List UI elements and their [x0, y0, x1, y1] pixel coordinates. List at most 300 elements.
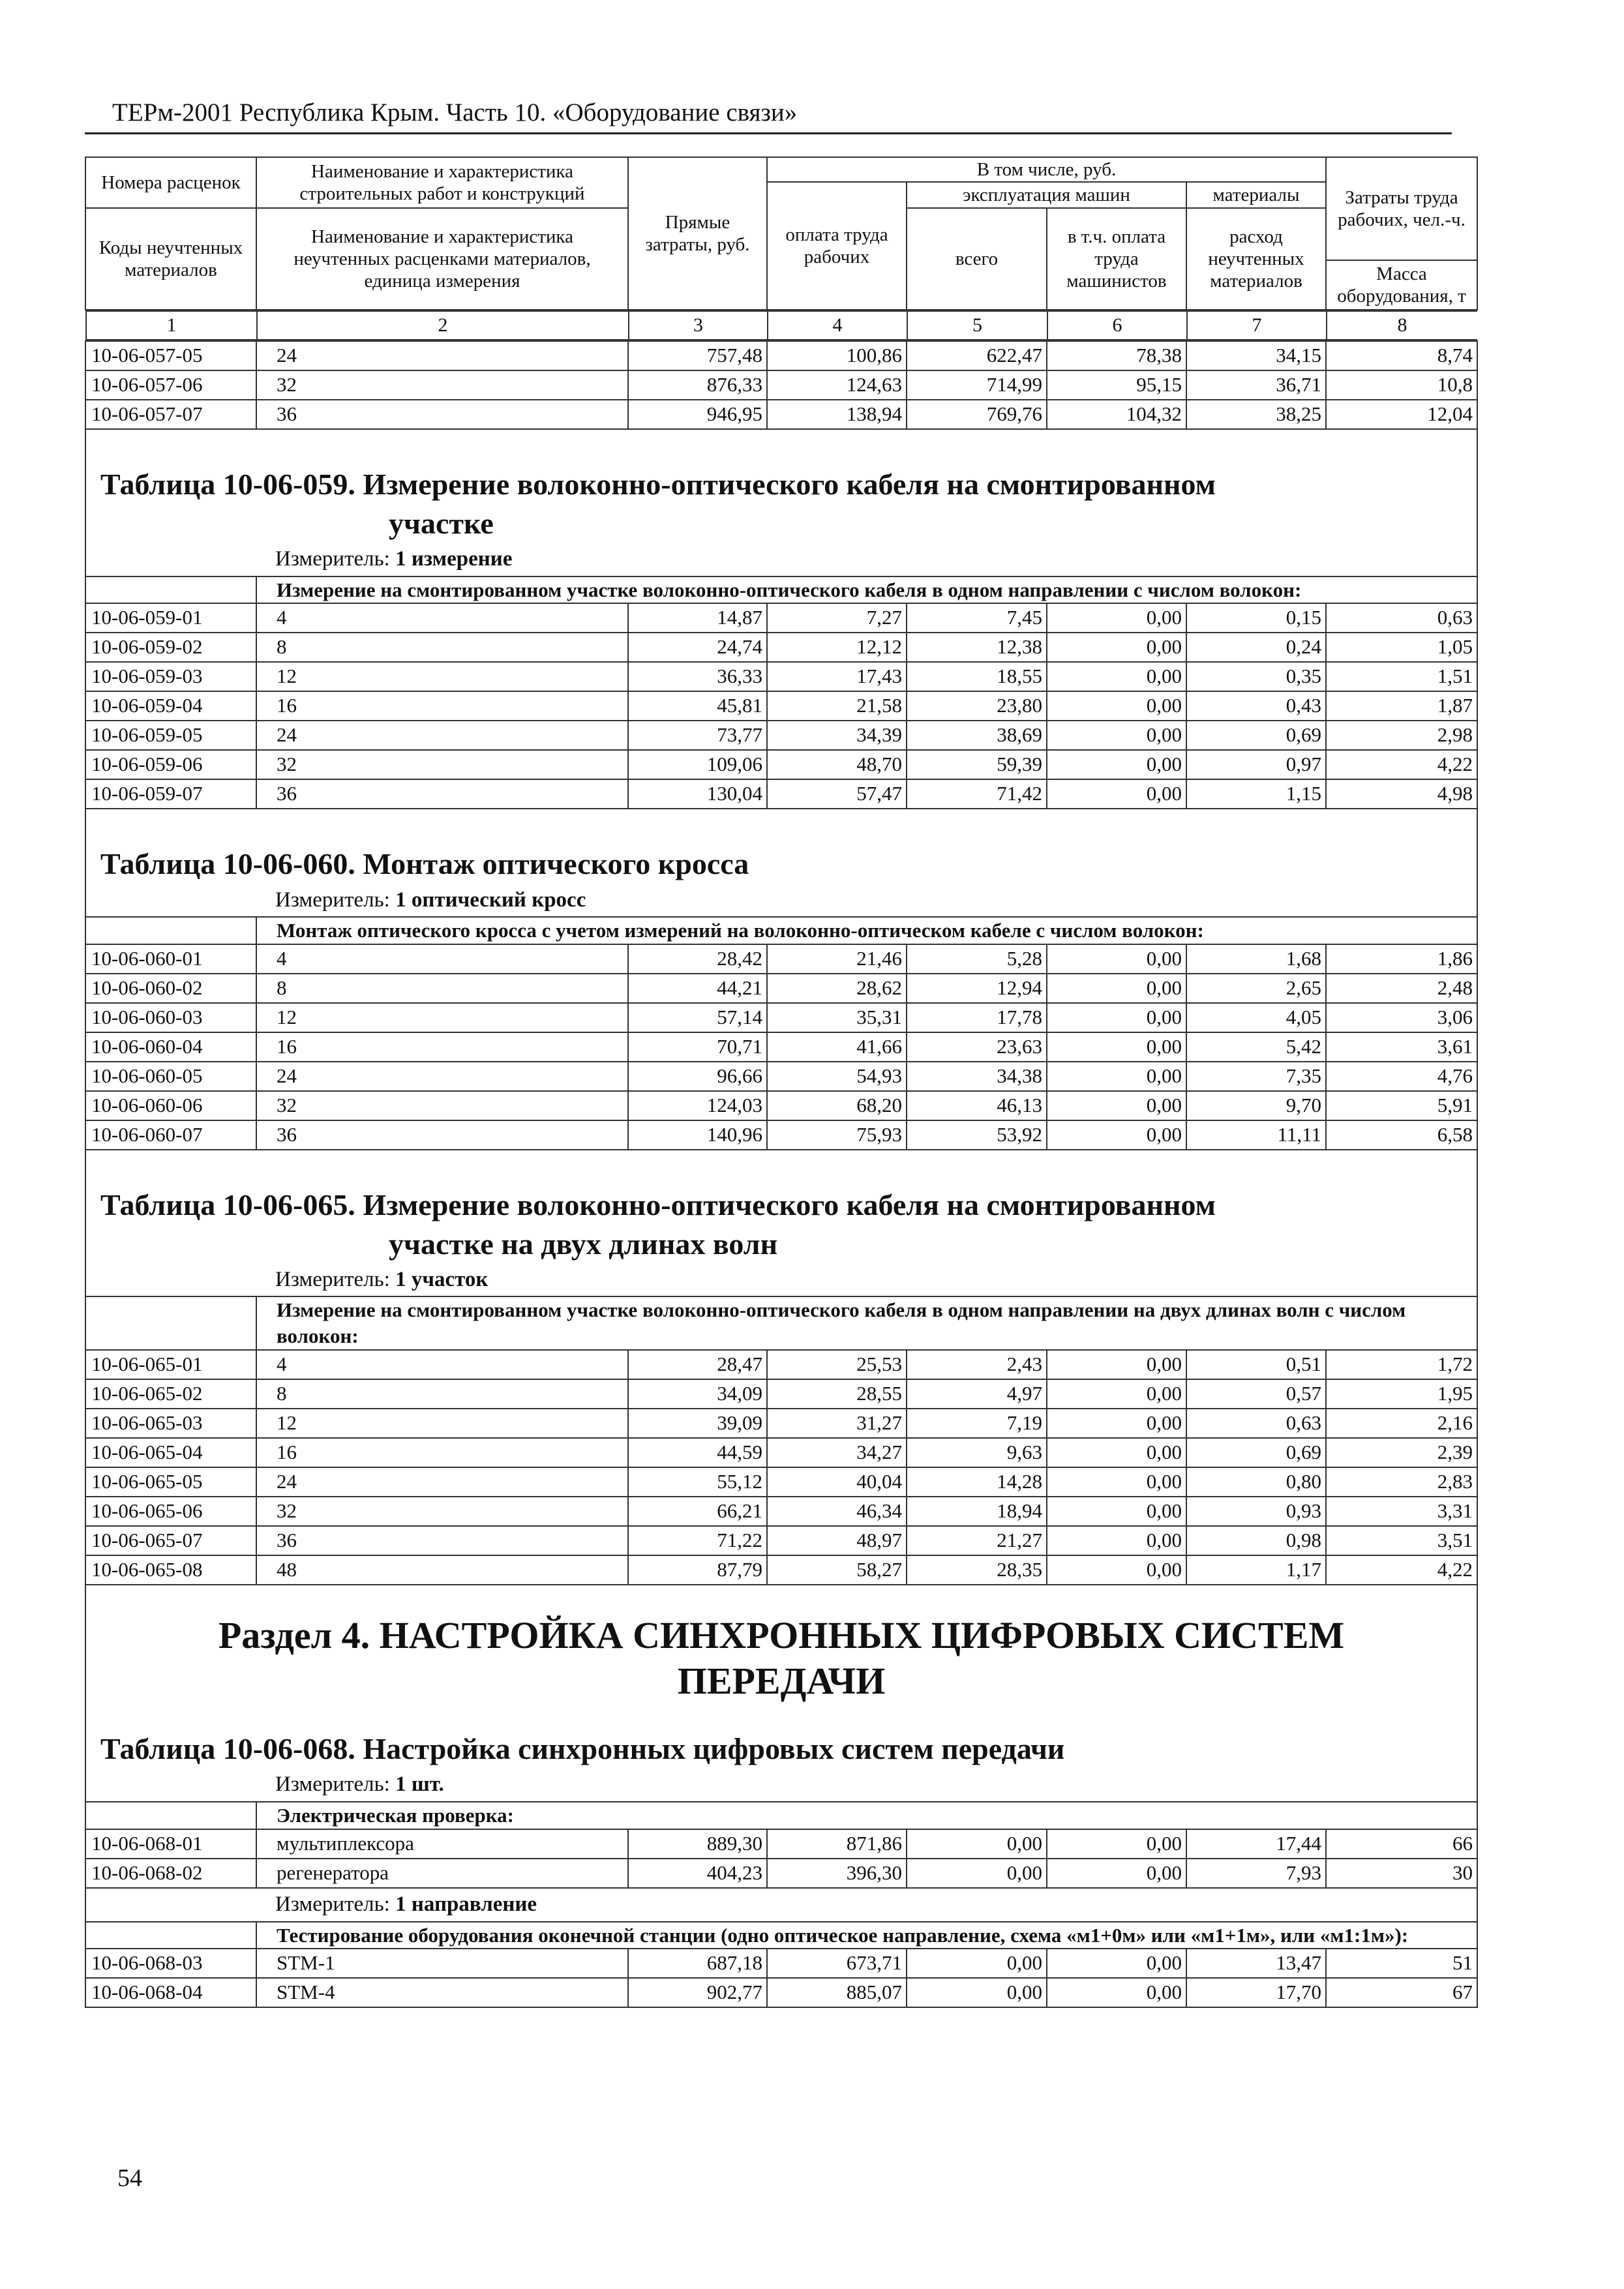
value-cell: 0,00 [1047, 1003, 1186, 1032]
table-row [85, 1350, 1477, 1379]
value-cell: 30 [1326, 1859, 1477, 1888]
value-cell: 0,00 [1047, 1032, 1186, 1062]
value-cell: 3,61 [1326, 1032, 1477, 1062]
table-060-block [85, 809, 1477, 944]
value-cell: 53,92 [907, 1120, 1047, 1150]
rate-code: 10-06-060-01 [85, 944, 256, 974]
table-059-subheader: Измерение на смонтированном участке волоконно-оптического кабеля в одном направлении с числом волокон: [256, 576, 1477, 604]
value-cell: 4,22 [1326, 750, 1477, 779]
value-cell: 0,00 [1047, 1379, 1186, 1409]
table-row [85, 1555, 1477, 1585]
value-cell: 0,00 [1047, 1526, 1186, 1555]
rate-code: 10-06-068-02 [85, 1859, 256, 1888]
table-row [85, 1379, 1477, 1409]
rate-name: 24 [256, 1467, 628, 1497]
value-cell: 0,97 [1186, 750, 1326, 779]
value-cell: 34,27 [767, 1438, 907, 1467]
column-number: 7 [1187, 311, 1327, 340]
rate-code: 10-06-057-05 [85, 341, 256, 370]
column-number: 2 [257, 311, 629, 340]
value-cell: 4,98 [1326, 779, 1477, 809]
value-cell: 44,21 [628, 974, 767, 1003]
value-cell: 28,47 [628, 1350, 767, 1379]
value-cell: 4,22 [1326, 1555, 1477, 1585]
value-cell: 0,00 [1047, 779, 1186, 809]
value-cell: 0,98 [1186, 1526, 1326, 1555]
table-row [85, 1859, 1477, 1888]
value-cell: 48,97 [767, 1526, 907, 1555]
rate-code: 10-06-059-03 [85, 662, 256, 691]
value-cell: 124,03 [628, 1091, 767, 1120]
value-cell: 3,51 [1326, 1526, 1477, 1555]
value-cell: 45,81 [628, 691, 767, 721]
table-068-measure: Измеритель: 1 шт. [85, 1769, 1477, 1802]
value-cell: 0,00 [1047, 1978, 1186, 2007]
table-059-measure: Измеритель: 1 измерение [85, 543, 1477, 576]
column-number: 4 [768, 311, 907, 340]
rate-code: 10-06-060-06 [85, 1091, 256, 1120]
value-cell: 66 [1326, 1829, 1477, 1859]
rate-name: 16 [256, 691, 628, 721]
value-cell: 1,17 [1186, 1555, 1326, 1585]
value-cell: 71,22 [628, 1526, 767, 1555]
value-cell: 67 [1326, 1978, 1477, 2007]
value-cell: 124,63 [767, 370, 907, 400]
table-row [85, 1409, 1477, 1438]
table-059-title: Таблица 10-06-059. Измерение волоконно-оптического кабеля на смонтированном участке [85, 462, 1477, 543]
table-065-block [85, 1150, 1477, 1350]
table-060-title: Таблица 10-06-060. Монтаж оптического кросса [85, 842, 1477, 884]
rate-name: 36 [256, 779, 628, 809]
value-cell: 0,00 [1047, 1438, 1186, 1467]
value-cell: 687,18 [628, 1949, 767, 1978]
value-cell: 0,69 [1186, 721, 1326, 750]
rate-code: 10-06-059-01 [85, 603, 256, 633]
rate-code: 10-06-060-04 [85, 1032, 256, 1062]
value-cell: 38,25 [1186, 400, 1326, 429]
table-row [85, 974, 1477, 1003]
value-cell: 1,68 [1186, 944, 1326, 974]
value-cell: 673,71 [767, 1949, 907, 1978]
table-068-subheader-2: Тестирование оборудования оконечной станции (одно оптическое направление, схема «м1+0м» или «м1+1м», или «м1:1м»): [256, 1922, 1477, 1949]
value-cell: 95,15 [1047, 370, 1186, 400]
value-cell: 21,46 [767, 944, 907, 974]
table-row [85, 1497, 1477, 1526]
table-065-subheader: Измерение на смонтированном участке волоконно-оптического кабеля в одном направлении на двух длинах волн с числом волокон: [256, 1296, 1477, 1349]
value-cell: 0,00 [907, 1829, 1047, 1859]
running-header: ТЕРм-2001 Республика Крым. Часть 10. «Оборудование связи» [112, 98, 798, 127]
value-cell: 23,80 [907, 691, 1047, 721]
table-row [85, 691, 1477, 721]
value-cell: 138,94 [767, 400, 907, 429]
value-cell: 2,65 [1186, 974, 1326, 1003]
rate-name: 32 [256, 1497, 628, 1526]
rate-code: 10-06-065-01 [85, 1350, 256, 1379]
rate-code: 10-06-060-02 [85, 974, 256, 1003]
table-row [85, 662, 1477, 691]
rate-name: 24 [256, 1062, 628, 1091]
header-pryamye: Прямые затраты, руб. [628, 157, 767, 310]
rate-code: 10-06-057-07 [85, 400, 256, 429]
header-kody: Коды неучтенных материалов [85, 208, 256, 310]
table-057-body [85, 341, 1477, 429]
value-cell: 8,74 [1326, 341, 1477, 370]
value-cell: 17,70 [1186, 1978, 1326, 2007]
table-059-body [85, 603, 1477, 809]
table-row [85, 1091, 1477, 1120]
value-cell: 109,06 [628, 750, 767, 779]
value-cell: 1,72 [1326, 1350, 1477, 1379]
value-cell: 2,43 [907, 1350, 1047, 1379]
rate-name: 32 [256, 370, 628, 400]
value-cell: 714,99 [907, 370, 1047, 400]
value-cell: 0,00 [1047, 691, 1186, 721]
rate-code: 10-06-065-05 [85, 1467, 256, 1497]
value-cell: 130,04 [628, 779, 767, 809]
value-cell: 769,76 [907, 400, 1047, 429]
column-numbers [85, 310, 1477, 340]
table-060-measure: Измеритель: 1 оптический кросс [85, 884, 1477, 917]
value-cell: 5,28 [907, 944, 1047, 974]
value-cell: 0,00 [1047, 1949, 1186, 1978]
header-rashod: расход неучтенных материалов [1186, 208, 1326, 310]
column-number: 5 [907, 311, 1047, 340]
value-cell: 36,33 [628, 662, 767, 691]
value-cell: 0,00 [1047, 1829, 1186, 1859]
rate-name: 48 [256, 1555, 628, 1585]
rate-code: 10-06-059-02 [85, 633, 256, 662]
rates-table [85, 157, 1478, 2008]
value-cell: 0,00 [907, 1978, 1047, 2007]
rate-name: 36 [256, 400, 628, 429]
value-cell: 0,43 [1186, 691, 1326, 721]
value-cell: 1,15 [1186, 779, 1326, 809]
header-massa: Масса оборудования, т [1326, 260, 1477, 310]
value-cell: 41,66 [767, 1032, 907, 1062]
rate-name: 12 [256, 1003, 628, 1032]
value-cell: 28,35 [907, 1555, 1047, 1585]
value-cell: 5,42 [1186, 1032, 1326, 1062]
value-cell: 404,23 [628, 1859, 767, 1888]
table-065-measure: Измеритель: 1 участок [85, 1263, 1477, 1296]
value-cell: 68,20 [767, 1091, 907, 1120]
value-cell: 38,69 [907, 721, 1047, 750]
value-cell: 34,39 [767, 721, 907, 750]
value-cell: 12,04 [1326, 400, 1477, 429]
rate-name: 16 [256, 1032, 628, 1062]
rate-code: 10-06-065-08 [85, 1555, 256, 1585]
value-cell: 7,35 [1186, 1062, 1326, 1091]
rate-code: 10-06-059-04 [85, 691, 256, 721]
table-row [85, 944, 1477, 974]
rate-code: 10-06-065-02 [85, 1379, 256, 1409]
value-cell: 0,69 [1186, 1438, 1326, 1467]
value-cell: 7,45 [907, 603, 1047, 633]
value-cell: 2,98 [1326, 721, 1477, 750]
value-cell: 0,35 [1186, 662, 1326, 691]
value-cell: 2,16 [1326, 1409, 1477, 1438]
rate-code: 10-06-059-06 [85, 750, 256, 779]
table-row [85, 633, 1477, 662]
value-cell: 51 [1326, 1949, 1477, 1978]
value-cell: 0,00 [1047, 633, 1186, 662]
value-cell: 39,09 [628, 1409, 767, 1438]
value-cell: 14,28 [907, 1467, 1047, 1497]
value-cell: 36,71 [1186, 370, 1326, 400]
value-cell: 17,43 [767, 662, 907, 691]
rate-name: 32 [256, 750, 628, 779]
page-number: 54 [117, 2164, 142, 2192]
column-number: 3 [629, 311, 768, 340]
value-cell: 57,47 [767, 779, 907, 809]
value-cell: 0,00 [1047, 721, 1186, 750]
value-cell: 0,57 [1186, 1379, 1326, 1409]
rate-name: 8 [256, 633, 628, 662]
table-row [85, 341, 1477, 370]
value-cell: 14,87 [628, 603, 767, 633]
value-cell: 0,00 [1047, 750, 1186, 779]
value-cell: 12,94 [907, 974, 1047, 1003]
value-cell: 21,27 [907, 1526, 1047, 1555]
value-cell: 10,8 [1326, 370, 1477, 400]
value-cell: 396,30 [767, 1859, 907, 1888]
value-cell: 1,95 [1326, 1379, 1477, 1409]
value-cell: 57,14 [628, 1003, 767, 1032]
table-060-subheader: Монтаж оптического кросса с учетом измерений на волоконно-оптическом кабеле с числом волокон: [256, 917, 1477, 944]
rate-name: регенератора [256, 1859, 628, 1888]
value-cell: 6,58 [1326, 1120, 1477, 1150]
rate-name: 16 [256, 1438, 628, 1467]
value-cell: 70,71 [628, 1032, 767, 1062]
value-cell: 0,00 [1047, 1409, 1186, 1438]
value-cell: 1,86 [1326, 944, 1477, 974]
value-cell: 7,27 [767, 603, 907, 633]
value-cell: 4,05 [1186, 1003, 1326, 1032]
table-065-title: Таблица 10-06-065. Измерение волоконно-оптического кабеля на смонтированном участке на двух длинах волн [85, 1183, 1477, 1264]
rate-name: 8 [256, 1379, 628, 1409]
value-cell: 0,00 [1047, 944, 1186, 974]
value-cell: 100,86 [767, 341, 907, 370]
value-cell: 35,31 [767, 1003, 907, 1032]
table-065-body [85, 1350, 1477, 1585]
value-cell: 18,94 [907, 1497, 1047, 1526]
table-row [85, 779, 1477, 809]
rate-code: 10-06-059-05 [85, 721, 256, 750]
value-cell: 71,42 [907, 779, 1047, 809]
section-4-heading: Раздел 4. НАСТРОЙКА СИНХРОННЫХ ЦИФРОВЫХ СИСТЕМ ПЕРЕДАЧИ [85, 1604, 1477, 1708]
table-068-title: Таблица 10-06-068. Настройка синхронных цифровых систем передачи [85, 1727, 1477, 1769]
rate-name: 12 [256, 1409, 628, 1438]
value-cell: 66,21 [628, 1497, 767, 1526]
rate-code: 10-06-065-03 [85, 1409, 256, 1438]
value-cell: 28,42 [628, 944, 767, 974]
header-nomera: Номера расценок [85, 157, 256, 208]
value-cell: 0,93 [1186, 1497, 1326, 1526]
table-068-body-a [85, 1829, 1477, 1888]
value-cell: 12,12 [767, 633, 907, 662]
value-cell: 0,80 [1186, 1467, 1326, 1497]
header-zatraty: Затраты труда рабочих, чел.-ч. [1326, 157, 1477, 260]
value-cell: 2,83 [1326, 1467, 1477, 1497]
value-cell: 78,38 [1047, 341, 1186, 370]
value-cell: 0,63 [1186, 1409, 1326, 1438]
rate-name: 24 [256, 721, 628, 750]
value-cell: 4,76 [1326, 1062, 1477, 1091]
value-cell: 24,74 [628, 633, 767, 662]
rate-code: 10-06-068-04 [85, 1978, 256, 2007]
value-cell: 3,31 [1326, 1497, 1477, 1526]
table-068-block-2 [85, 1888, 1477, 1949]
value-cell: 0,63 [1326, 603, 1477, 633]
value-cell: 0,00 [907, 1949, 1047, 1978]
rate-code: 10-06-060-05 [85, 1062, 256, 1091]
rate-name: 36 [256, 1526, 628, 1555]
header-ekspluatatsiya: эксплуатация машин [907, 182, 1186, 208]
value-cell: 876,33 [628, 370, 767, 400]
rate-code: 10-06-068-03 [85, 1949, 256, 1978]
value-cell: 34,38 [907, 1062, 1047, 1091]
value-cell: 17,44 [1186, 1829, 1326, 1859]
rate-name: мультиплексора [256, 1829, 628, 1859]
table-row [85, 1467, 1477, 1497]
value-cell: 0,00 [1047, 662, 1186, 691]
value-cell: 18,55 [907, 662, 1047, 691]
table-060-body [85, 944, 1477, 1150]
value-cell: 40,04 [767, 1467, 907, 1497]
table-row [85, 750, 1477, 779]
value-cell: 902,77 [628, 1978, 767, 2007]
rate-code: 10-06-065-07 [85, 1526, 256, 1555]
value-cell: 7,93 [1186, 1859, 1326, 1888]
value-cell: 9,63 [907, 1438, 1047, 1467]
value-cell: 1,87 [1326, 691, 1477, 721]
value-cell: 0,00 [1047, 1120, 1186, 1150]
rate-code: 10-06-065-06 [85, 1497, 256, 1526]
table-059-block [85, 429, 1477, 603]
value-cell: 0,15 [1186, 603, 1326, 633]
table-row [85, 1032, 1477, 1062]
table-row [85, 721, 1477, 750]
value-cell: 0,00 [1047, 1062, 1186, 1091]
table-row [85, 370, 1477, 400]
header-naim-neuchtennyh: Наименование и характеристика неучтенных расценками материалов, единица измерения [256, 208, 628, 310]
value-cell: 96,66 [628, 1062, 767, 1091]
value-cell: 622,47 [907, 341, 1047, 370]
table-row [85, 1949, 1477, 1978]
value-cell: 17,78 [907, 1003, 1047, 1032]
value-cell: 0,00 [1047, 1467, 1186, 1497]
table-row [85, 1062, 1477, 1091]
value-cell: 21,58 [767, 691, 907, 721]
value-cell: 0,24 [1186, 633, 1326, 662]
value-cell: 4,97 [907, 1379, 1047, 1409]
column-number: 1 [86, 311, 257, 340]
value-cell: 5,91 [1326, 1091, 1477, 1120]
value-cell: 46,34 [767, 1497, 907, 1526]
value-cell: 54,93 [767, 1062, 907, 1091]
table-row [85, 1120, 1477, 1150]
value-cell: 34,15 [1186, 341, 1326, 370]
header-vsego: всего [907, 208, 1047, 310]
value-cell: 31,27 [767, 1409, 907, 1438]
value-cell: 7,19 [907, 1409, 1047, 1438]
value-cell: 140,96 [628, 1120, 767, 1150]
header-rule [85, 132, 1452, 134]
value-cell: 12,38 [907, 633, 1047, 662]
table-row [85, 603, 1477, 633]
value-cell: 55,12 [628, 1467, 767, 1497]
rate-code: 10-06-068-01 [85, 1829, 256, 1859]
table-068-subheader: Электрическая проверка: [256, 1802, 1477, 1829]
value-cell: 0,00 [1047, 1350, 1186, 1379]
value-cell: 0,00 [1047, 603, 1186, 633]
rate-code: 10-06-060-03 [85, 1003, 256, 1032]
table-row [85, 400, 1477, 429]
rate-name: 24 [256, 341, 628, 370]
value-cell: 889,30 [628, 1829, 767, 1859]
value-cell: 48,70 [767, 750, 907, 779]
value-cell: 46,13 [907, 1091, 1047, 1120]
table-row [85, 1003, 1477, 1032]
value-cell: 104,32 [1047, 400, 1186, 429]
value-cell: 3,06 [1326, 1003, 1477, 1032]
value-cell: 757,48 [628, 341, 767, 370]
value-cell: 0,00 [1047, 1497, 1186, 1526]
value-cell: 871,86 [767, 1829, 907, 1859]
rate-name: 12 [256, 662, 628, 691]
section-4-block [85, 1585, 1477, 1829]
value-cell: 0,00 [1047, 974, 1186, 1003]
table-row [85, 1978, 1477, 2007]
rate-name: STM-4 [256, 1978, 628, 2007]
value-cell: 1,51 [1326, 662, 1477, 691]
value-cell: 59,39 [907, 750, 1047, 779]
rate-code: 10-06-065-04 [85, 1438, 256, 1467]
value-cell: 44,59 [628, 1438, 767, 1467]
value-cell: 87,79 [628, 1555, 767, 1585]
value-cell: 885,07 [767, 1978, 907, 2007]
table-row [85, 1829, 1477, 1859]
value-cell: 28,62 [767, 974, 907, 1003]
header-vtch: в т.ч. оплата труда машинистов [1047, 208, 1186, 310]
value-cell: 28,55 [767, 1379, 907, 1409]
column-number: 8 [1327, 311, 1477, 340]
value-cell: 1,05 [1326, 633, 1477, 662]
value-cell: 75,93 [767, 1120, 907, 1150]
value-cell: 9,70 [1186, 1091, 1326, 1120]
header-naimenovanie: Наименование и характеристика строительных работ и конструкций [256, 157, 628, 208]
column-number: 6 [1047, 311, 1187, 340]
rate-code: 10-06-060-07 [85, 1120, 256, 1150]
value-cell: 58,27 [767, 1555, 907, 1585]
value-cell: 2,48 [1326, 974, 1477, 1003]
rate-name: STM-1 [256, 1949, 628, 1978]
value-cell: 13,47 [1186, 1949, 1326, 1978]
rate-name: 32 [256, 1091, 628, 1120]
table-row [85, 1438, 1477, 1467]
value-cell: 946,95 [628, 400, 767, 429]
rate-code: 10-06-059-07 [85, 779, 256, 809]
rate-name: 36 [256, 1120, 628, 1150]
value-cell: 23,63 [907, 1032, 1047, 1062]
value-cell: 25,53 [767, 1350, 907, 1379]
rate-name: 8 [256, 974, 628, 1003]
value-cell: 34,09 [628, 1379, 767, 1409]
value-cell: 0,00 [1047, 1859, 1186, 1888]
table-068-body-b [85, 1949, 1477, 2007]
header-oplata: оплата труда рабочих [767, 182, 907, 310]
table-row [85, 1526, 1477, 1555]
